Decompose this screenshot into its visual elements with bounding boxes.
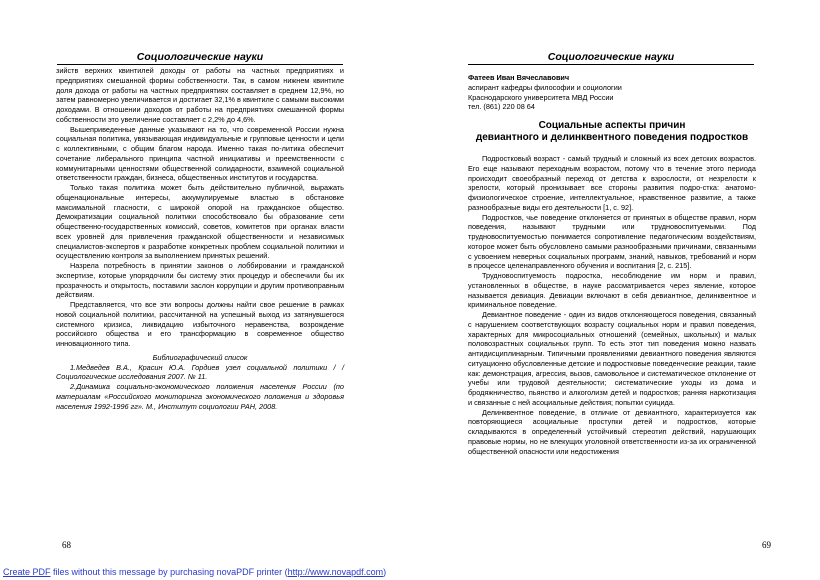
author-phone: тел. (861) 220 08 64: [468, 102, 535, 112]
paragraph: Делинквентное поведение, в отличие от девиантного, характеризуется как повторяющиеся асоциальные проступки детей и подростков, которые складываются в определенный устойчивый стереотип действий, нарушающих правовые нормы, но не влекущих уголовной ответственности из-за их ограниченной общественной опасности или недостижения: [468, 407, 756, 456]
bibliography-entry: 1.Медведев В.А., Красин Ю.А. Гордиев узел социальной политики / / Социологические исследования 2007. № 11.: [56, 362, 344, 382]
author-position: аспирант кафедры философии и социологии: [468, 82, 622, 92]
paragraph: Вышеприведенные данные указывают на то, что современной России нужна социальная политика, увязывающая индивидуальные и групповые ценности и цели с коллективными, с общим благом народа. Именно такая по-литика обеспечит сочетание либерального принципа частной инициативы и преемственности с коммунитарными ценностями общественной солидарности, взаимной социальной ответственности граждан, бизнеса, общественных институтов и государства.: [56, 124, 344, 183]
bibliography-heading: Библиографический список: [152, 352, 248, 362]
header-rule: [468, 64, 754, 65]
header-rule: [57, 64, 343, 65]
footer-end: ): [383, 567, 387, 577]
page-number: 69: [762, 540, 771, 550]
left-body-text: [56, 66, 344, 411]
paragraph: зийств верхних квинтилей доходы от работы на частных предприятиях и предприятиях смешанной формы собственности. Так, в самом нижнем квинтиле доля дохода от работы на частных предприятиях составляет в среднем 12,9%, но затем равномерно увеличивается и достигает 32,1% в квинтиле с самыми высокими доходами. В отношении доходов от работы на предприятиях смешанной формы собственности это увеличение составляет с 2,2% до 4,6%.: [56, 66, 344, 124]
author-institution: Краснодарского университета МВД России: [468, 92, 614, 102]
running-head: Социологические науки: [547, 51, 675, 63]
pdf-footer: [0, 565, 820, 580]
article-title-line-1: Социальные аспекты причин: [538, 120, 686, 131]
paragraph: Подростковый возраст - самый трудный и сложный из всех детских возрастов. Его еще называют переходным возрастом, потому что в течение этого периода происходит своеобразный переход от детства к взрослости, от незрелости к зрелости, который пронизывает все стороны развития подро-стка: анатомо-физиологическое строение, интеллектуальное, нравственное развитие, а также разнообразные виды его деятельности [1, с. 92].: [468, 154, 756, 212]
paragraph: Девиантное поведение - один из видов отклоняющегося поведения, связанный с нарушением соответствующих возрасту социальных норм и правил поведения, характерных для микросоциальных отношений (семейных, школьных) и малых половозрастных социальных групп. То есть этот тип поведения можно назвать антидисциплинарным. Типичными проявлениями девиантного поведения являются ситуационно обусловленные детские и подростковые поведенческие реакции, такие как: демонстрация, агрессия, вызов, самовольное и систематическое отклонение от учебы или трудовой деятельности; систематические уходы из дома и бродяжничество, пьянство и алкоголизм детей и подростков; ранняя наркотизация и связанные с ней асоциальные действия; попытки суицида.: [468, 310, 756, 407]
article-title: [468, 120, 756, 144]
paragraph: Трудновоспитуемость подростка, несоблюдение им норм и правил, установленных в обществе, в науке рассматривается через явление, которое называется девиация. Девиации включают в себя девиантное, делинквентное и криминальное поведение.: [468, 271, 756, 310]
right-body-text: [468, 73, 756, 456]
right-page: [410, 0, 820, 565]
paragraph: Только такая политика может быть действительно публичной, выражать общенациональные интересы, аккумулируемые властью в обстановке максимальной гласности, с широкой опорой на гражданское общество. Демократизации социальной политики способствовало бы образование сети общественно-государственных комиссий, советов, комитетов при органах власти всех уровней для привлечения гражданской общественности и независимых специалистов-экспертов к разработке конкретных проблем социальной политики и осуществлению контроля за выполнением принятых решений.: [56, 183, 344, 261]
paragraph: Представляется, что все эти вопросы должны найти свое решение в рамках новой социальной политики, рассчитанной на успешный выход из затянувшегося системного кризиса, ликвидацию избыточного неравенства, возрождение российского общества и его трансформацию в современное общество инновационного типа.: [56, 300, 344, 348]
article-title-line-2: девиантного и делинквентного поведения подростков: [475, 132, 749, 143]
running-head: Социологические науки: [136, 51, 264, 63]
left-page: [0, 0, 410, 565]
paragraph: Назрела потребность в принятии законов о лоббировании и гражданской экспертизе, которые упорядочили бы систему этих процедур и обеспечили бы их прозрачность и открытость, поставили заслон коррупции и другим противоправным действиям.: [56, 261, 344, 300]
create-pdf-link[interactable]: Create PDF: [3, 567, 51, 577]
page-number: 68: [62, 540, 71, 550]
paragraph: Подростков, чье поведение отклоняется от принятых в обществе правил, норм поведения, называют трудными или трудновоспитуемыми. Под трудновоспитуемостью понимается сопротивление педагогическим воздействиям, которое может быть обусловлено самыми разнообразными причинами, связанными с усвоением неверных социальных программ, знаний, навыков, требований и норм в процессе целенаправленного обучения и воспитания [2, с. 215].: [468, 212, 756, 271]
novapdf-url-link[interactable]: http://www.novapdf.com: [287, 567, 384, 577]
bibliography-entry: 2.Динамика социально-экономического положения населения России (по материалам «Российского мониторинга экономического положения и здоровья населения 1992-1996 гг». М., Институт социологии РАН, 2008.: [56, 382, 344, 411]
author-name: Фатеев Иван Вячеславович: [468, 73, 570, 82]
footer-message: files without this message by purchasing novaPDF printer (: [50, 567, 288, 577]
